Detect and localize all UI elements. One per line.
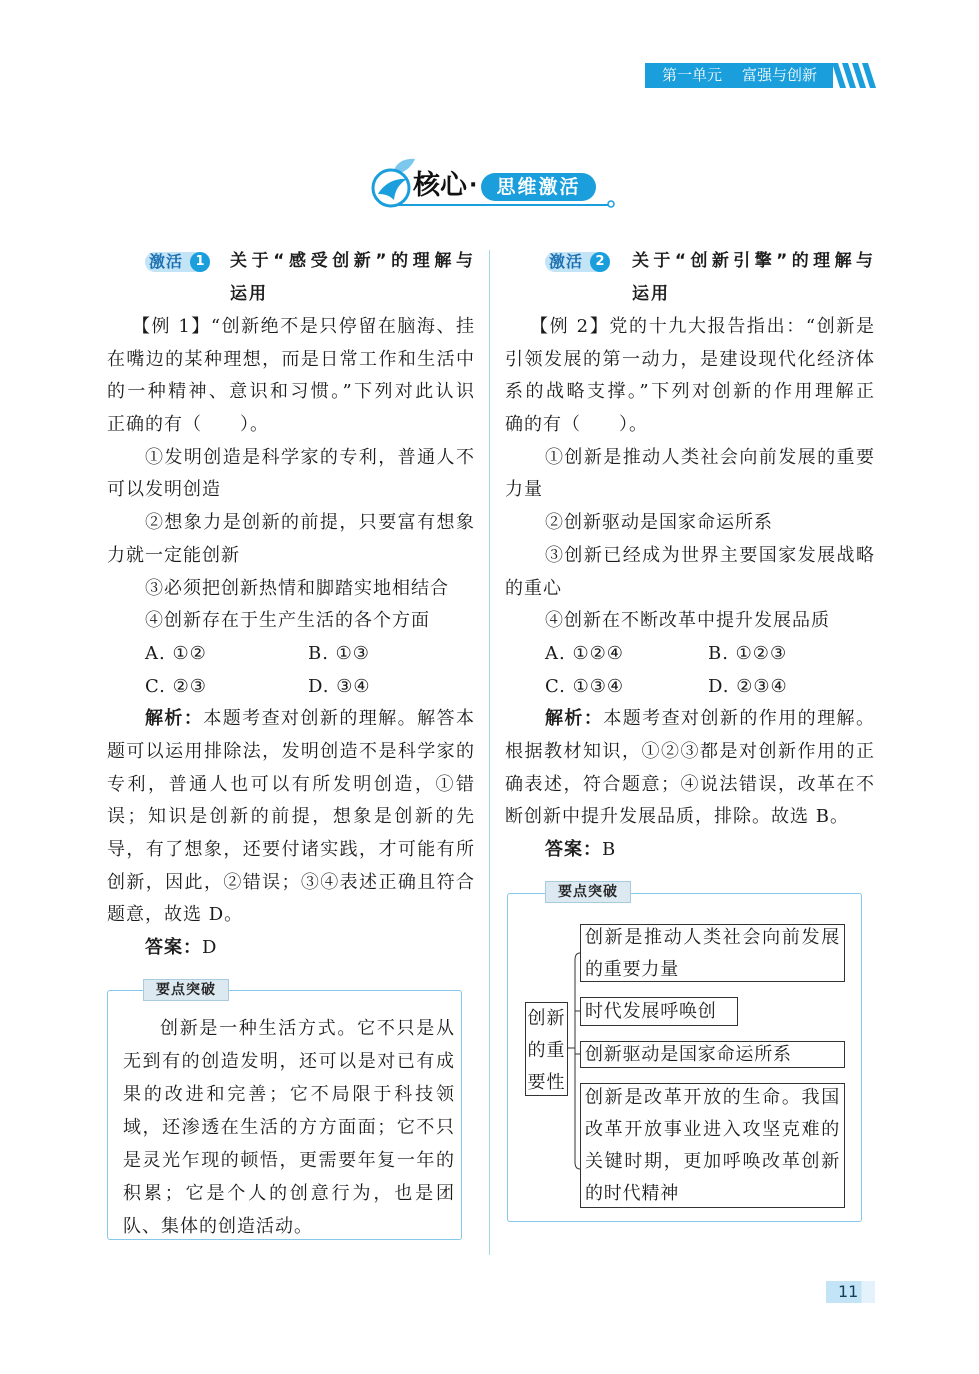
key-point-line: 队、集体的创造活动。 — [123, 1216, 313, 1237]
key-points-label: 要点突破 — [545, 881, 631, 903]
key-point-line: 果的改进和完善；它不局限于科技领 — [123, 1084, 455, 1105]
analysis-label: 解析： — [545, 708, 604, 730]
choice-item-1 — [505, 442, 875, 507]
section-title-sub: 思维激活 — [481, 173, 596, 201]
key-point-line: 无到有的创造发明，还可以是对已有成 — [123, 1051, 455, 1072]
branch-line: 的重要力量 — [585, 959, 679, 980]
branch-text — [585, 922, 840, 986]
analysis-line — [505, 703, 875, 736]
badge-label: 激活 — [149, 252, 184, 271]
question-line: 确的有（ ）。 — [505, 414, 648, 436]
item-line: ③必须把创新热情和脚踏实地相结合 — [145, 577, 449, 599]
header-stripes-icon — [831, 63, 877, 88]
item-line: 可以发明创造 — [107, 479, 221, 501]
badge-number: 1 — [190, 252, 210, 272]
choice-item-1 — [107, 442, 475, 507]
branch-text — [585, 1082, 840, 1210]
option-c: C. ①③④ — [545, 675, 624, 697]
heading-line: 运用 — [230, 284, 268, 304]
branch-line: 的时代精神 — [585, 1183, 679, 1204]
analysis-line: 题意，故选 D。 — [107, 904, 244, 926]
diagram-branch-box-4 — [580, 1083, 845, 1208]
choice-item-3 — [505, 540, 875, 605]
answer-value: B — [602, 839, 617, 860]
item-line: ④创新在不断改革中提升发展品质 — [545, 610, 830, 632]
option-a: A. ①②④ — [545, 642, 624, 664]
branch-line: 创新是推动人类社会向前发展 — [585, 927, 840, 948]
center-line: 的重 — [527, 1040, 566, 1061]
question-line: 【例 2】党的十九大报告指出：“创新是 — [530, 316, 875, 337]
question-line: 引领发展的第一动力，是建设现代化经济体 — [505, 348, 875, 370]
option-b: B. ①③ — [308, 642, 370, 664]
item-line: 力量 — [505, 479, 543, 501]
branch-line: 改革开放事业进入攻坚克难的 — [585, 1119, 840, 1140]
analysis-line: 断创新中提升发展品质，排除。故选 B。 — [505, 806, 849, 828]
key-point-line: 积累；它是个人的创意行为，也是团 — [123, 1183, 455, 1204]
option-c: C. ②③ — [145, 675, 207, 697]
option-d: D. ③④ — [308, 675, 371, 697]
activation-heading-2 — [505, 245, 875, 311]
option-b: B. ①②③ — [708, 642, 788, 664]
choice-item-4 — [107, 605, 475, 638]
heading-line: 运用 — [632, 284, 670, 304]
analysis-line: 题可以运用排除法，发明创造不是科学家的 — [107, 740, 475, 762]
key-points-text — [123, 1012, 455, 1243]
answer-line — [505, 834, 875, 867]
item-line: ①发明创造是科学家的专利，普通人不 — [145, 446, 475, 468]
column-divider — [489, 250, 490, 1255]
analysis-line-text: 本题考查对创新的作用的理解。 — [603, 708, 875, 730]
item-line: 的重心 — [505, 577, 562, 599]
choice-item-2 — [505, 507, 875, 540]
analysis-line: 确表述，符合题意；④说法错误，改革在不 — [505, 773, 875, 795]
question-line: 正确的有（ ）。 — [107, 414, 269, 436]
activation-badge — [545, 252, 610, 272]
diagram-branch-box-1 — [580, 924, 845, 982]
choice-item-3 — [107, 573, 475, 606]
branch-text — [585, 1039, 840, 1071]
branch-line: 创新驱动是国家命运所系 — [585, 1044, 792, 1065]
answer-label: 答案： — [145, 937, 202, 959]
diagram-branch-box-3 — [580, 1041, 845, 1068]
key-point-line: 创新是一种生活方式。它不只是从 — [160, 1018, 455, 1039]
answer-label: 答案： — [545, 839, 602, 860]
analysis — [107, 703, 475, 932]
section-title-separator: · — [469, 173, 478, 198]
branch-line: 关键时期，更加呼唤改革创新 — [585, 1151, 840, 1172]
item-line: ④创新存在于生产生活的各个方面 — [145, 610, 430, 632]
center-line: 创新 — [527, 1008, 566, 1029]
answer-value: D — [202, 937, 218, 959]
badge-number: 2 — [590, 252, 610, 272]
choice-item-4 — [505, 605, 875, 638]
option-d: D. ②③④ — [708, 675, 788, 697]
option-a: A. ①② — [145, 642, 207, 664]
key-points-label: 要点突破 — [143, 979, 229, 1001]
left-column — [107, 245, 475, 965]
activation-heading-1 — [107, 245, 475, 311]
branch-text — [585, 996, 733, 1028]
analysis-line: 专利，普通人也可以有所发明创造，①错 — [107, 773, 475, 795]
item-line: ①创新是推动人类社会向前发展的重要 — [545, 446, 875, 468]
options-row-1 — [107, 638, 475, 671]
item-line: 力就一定能创新 — [107, 544, 240, 566]
branch-line: 创新是改革开放的生命。我国 — [585, 1087, 840, 1108]
item-line: ②创新驱动是国家命运所系 — [545, 512, 773, 534]
analysis-line: 导，有了想象，还要付诸实践，才可能有所 — [107, 839, 475, 860]
key-point-line: 域，还渗透在生活的方方面面；它不只 — [123, 1117, 455, 1138]
item-line: ③创新已经成为世界主要国家发展战略 — [545, 544, 875, 566]
item-line: ②想象力是创新的前提，只要富有想象 — [145, 512, 475, 534]
analysis-line: 误；知识是创新的前提，想象是创新的先 — [107, 806, 475, 828]
analysis — [505, 703, 875, 834]
analysis-line — [107, 703, 475, 736]
example-question — [505, 311, 875, 442]
branch-line: 时代发展呼唤创 — [585, 1001, 717, 1022]
question-line: 【例 1】“创新绝不是只停留在脑海、挂 — [132, 316, 475, 337]
choice-item-2 — [107, 507, 475, 572]
key-point-line: 是灵光乍现的顿悟，更需要年复一年的 — [123, 1150, 455, 1171]
options-row-1 — [505, 638, 875, 671]
center-line: 要性 — [527, 1072, 566, 1093]
activation-badge — [145, 252, 210, 272]
analysis-line: 根据教材知识，①②③都是对创新作用的正 — [505, 740, 875, 762]
question-line: 的一种精神、意识和习惯。”下列对此认识 — [107, 381, 475, 403]
badge-label: 激活 — [549, 252, 584, 271]
analysis-line: 创新，因此，②错误；③④表述正确且符合 — [107, 871, 475, 893]
heading-text — [632, 245, 875, 311]
right-column — [505, 245, 875, 867]
analysis-label: 解析： — [145, 708, 204, 730]
options-row-2 — [505, 671, 875, 704]
answer-line — [107, 932, 475, 965]
unit-number: 第一单元 — [662, 66, 723, 84]
options-row-2 — [107, 671, 475, 704]
example-question — [107, 311, 475, 442]
section-title-main: 核心 — [413, 170, 467, 201]
question-line: 在嘴边的某种理想，而是日常工作和生活中 — [107, 348, 475, 370]
heading-line: 关于“感受创新”的理解与 — [230, 251, 475, 271]
diagram-branch-box-2 — [580, 997, 738, 1026]
unit-title: 富强与创新 — [742, 66, 818, 84]
heading-line: 关于“创新引擎”的理解与 — [632, 251, 875, 271]
question-line: 系的战略支撑。”下列对创新的作用理解正 — [505, 381, 875, 403]
analysis-line-text: 本题考查对创新的理解。解答本 — [203, 708, 475, 730]
heading-text — [230, 245, 475, 311]
underline-end-dot — [608, 201, 614, 207]
page-number: 11 — [826, 1281, 875, 1303]
